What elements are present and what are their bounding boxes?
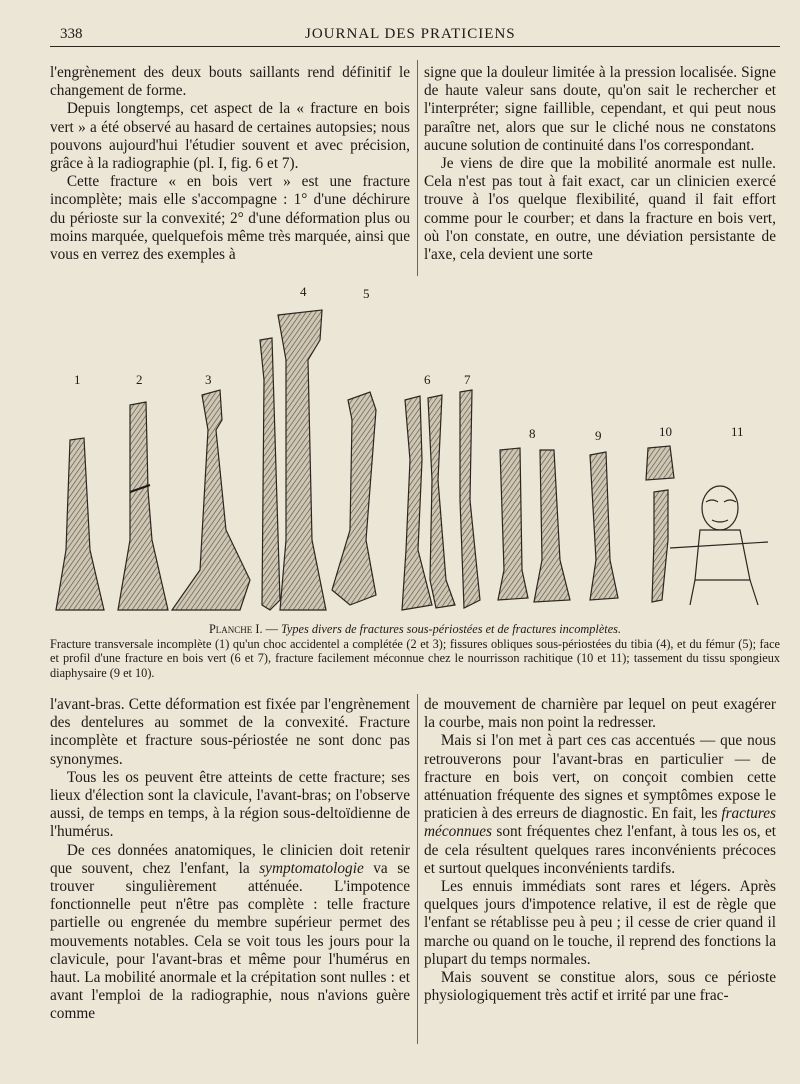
bottom-left-column — [50, 696, 410, 1046]
figure-label: 2 — [136, 372, 143, 387]
paragraph: Je viens de dire que la mobilité anormale est nulle. Cela n'est pas tout à fait exact, car un clinicien exercé trouve à l'os quelque flexibilité, quand il fait effort comme pour le courber; et dans la fracture en bois vert, où l'on constate, en outre, une déviation persistante de l'axe, cela devient une sorte — [424, 155, 776, 264]
paragraph — [424, 732, 776, 878]
text-run: va se trouver singulièrement atténuée. L'impotence fonctionnelle peut n'être pas complète : telle fracture partielle ou engrenée du membre supérieur permet des mouvements notables. Cela se voit tous les jours pour la clavicule, pour l'avant-bras et même pour l'humérus en haut. La mobilité anormale et la crépitation sont nulles : et avant l'emploi de la radiographie, nous n'avions guère comme — [50, 859, 410, 1023]
bone-fig-7 — [428, 395, 455, 608]
paragraph: Depuis longtemps, cet aspect de la « fracture en bois vert » a été observé au hasard de certaines autopsies; nous pouvons aujourd'hui l'étudier souvent et avec précision, grâce à la radiographie (pl. I, fig. 6 et 7). — [50, 100, 410, 173]
bone-fig-10-top — [646, 446, 674, 480]
top-left-column — [50, 64, 410, 276]
emphasis: fractures méconnues — [424, 805, 776, 841]
figure-caption — [50, 622, 780, 680]
paragraph: Les ennuis immédiats sont rares et légers. Après quelques jours d'impotence relative, il est de règle que l'enfant se rétablisse peu à peu ; il cesse de crier quand il marche ou quand on le touche, il reprend des fonctions la plupart du temps normales. — [424, 878, 776, 968]
column-divider — [417, 60, 418, 276]
figure-label: 10 — [659, 424, 672, 439]
bone-fig-10 — [652, 490, 668, 602]
paragraph — [50, 842, 410, 1024]
figure-label: 1 — [74, 372, 81, 387]
paragraph: de mouvement de charnière par lequel on peut exagérer la courbe, mais non point la redresser. — [424, 696, 776, 732]
figure-label: 5 — [363, 286, 370, 301]
top-right-column — [424, 64, 776, 276]
figure-label: 3 — [205, 372, 212, 387]
emphasis: symptomatologie — [259, 859, 364, 877]
figure-label: 4 — [300, 284, 307, 299]
bone-fig-7b — [460, 390, 480, 608]
caption-title: Planche I. — Types divers de fractures sous-périostées et de fractures incomplètes. — [208, 622, 622, 636]
figure-label: 9 — [595, 428, 602, 443]
bone-fig-4-fibula — [260, 338, 280, 610]
caption-body: Fracture transversale incomplète (1) qu'un choc accidentel a complétée (2 et 3); fissures obliques sous-périostées du tibia (4), et du fémur (5); face et profil d'une fracture en bois vert (6 et 7), fracture facilement méconnue chez le nourrisson rachitique (10 et 11); tassement du tissu spongieux diaphysaire (9 et 10). — [50, 636, 780, 680]
page-header — [60, 22, 780, 46]
bone-fig-1 — [56, 438, 104, 610]
paragraph: signe que la douleur limitée à la pression localisée. Signe de haute valeur sans doute, qu'on sait le rechercher et l'interpréter; signe faillible, cependant, et qui peut nous paraître net, alors que sur le cliché nous ne constatons aucune solution de continuité dans l'os correspondant. — [424, 64, 776, 154]
figure-label: 6 — [424, 372, 431, 387]
plate-figure — [50, 280, 780, 620]
figure-label: 7 — [464, 372, 471, 387]
bone-fig-9 — [590, 452, 618, 600]
page-number: 338 — [60, 26, 83, 42]
text-run: De ces données anatomiques, le clinicien doit retenir que souvent, chez l'enfant, la — [50, 841, 410, 877]
bone-illustrations — [50, 280, 780, 620]
running-title: JOURNAL DES PRATICIENS — [305, 26, 516, 42]
column-divider — [417, 694, 418, 1044]
bone-fig-2 — [118, 402, 168, 610]
plate-label: Planche I. — [208, 622, 263, 636]
bone-fig-8b — [534, 450, 570, 602]
bone-fig-8 — [498, 448, 528, 600]
bone-fig-3 — [172, 390, 250, 610]
child-sketch — [670, 486, 768, 605]
paragraph: l'engrènement des deux bouts saillants rend définitif le changement de forme. — [50, 64, 410, 100]
text-run: sont fréquentes chez l'enfant, à tous les os, et de cela résultent quelques rares inconvénients précoces et surtout quelques inconvénients tardifs. — [424, 823, 776, 877]
figure-label: 8 — [529, 426, 536, 441]
paragraph: Mais souvent se constitue alors, sous ce périoste physiologiquement très actif et irrité par une frac- — [424, 969, 776, 1005]
header-rule — [50, 46, 780, 47]
paragraph: Cette fracture « en bois vert » est une fracture incomplète; mais elle s'accompagne : 1° d'une déchirure du périoste sur la convexité; 2° d'une déformation plus ou moins marquée, quelquefois même très marquée, ainsi que vous en verrez des exemples à — [50, 173, 410, 264]
paragraph: Tous les os peuvent être atteints de cette fracture; ses lieux d'élection sont la clavicule, l'avant-bras; on l'observe aussi, de temps en temps, à la région sous-deltoïdienne de l'humérus. — [50, 768, 410, 841]
bone-fig-6 — [402, 396, 432, 610]
paragraph: l'avant-bras. Cette déformation est fixée par l'engrènement des dentelures au sommet de la convexité. Fracture incomplète et fracture sous-périostée ne sont donc pas synonymes. — [50, 696, 410, 768]
bone-fig-4-tibia — [278, 310, 326, 610]
bone-fig-5 — [332, 392, 376, 605]
figure-label: 11 — [731, 424, 744, 439]
plate-title: Types divers de fractures sous-périostées et de fractures incomplètes. — [281, 622, 622, 636]
text-run: Mais si l'on met à part ces cas accentués — que nous retrouverons pour l'avant-bras en particulier — de fracture en bois vert, on conçoit combien cette atténuation fréquente des signes et symptômes expose le praticien à des erreurs de diagnostic. En fait, les — [424, 732, 776, 823]
bottom-right-column — [424, 696, 776, 1046]
